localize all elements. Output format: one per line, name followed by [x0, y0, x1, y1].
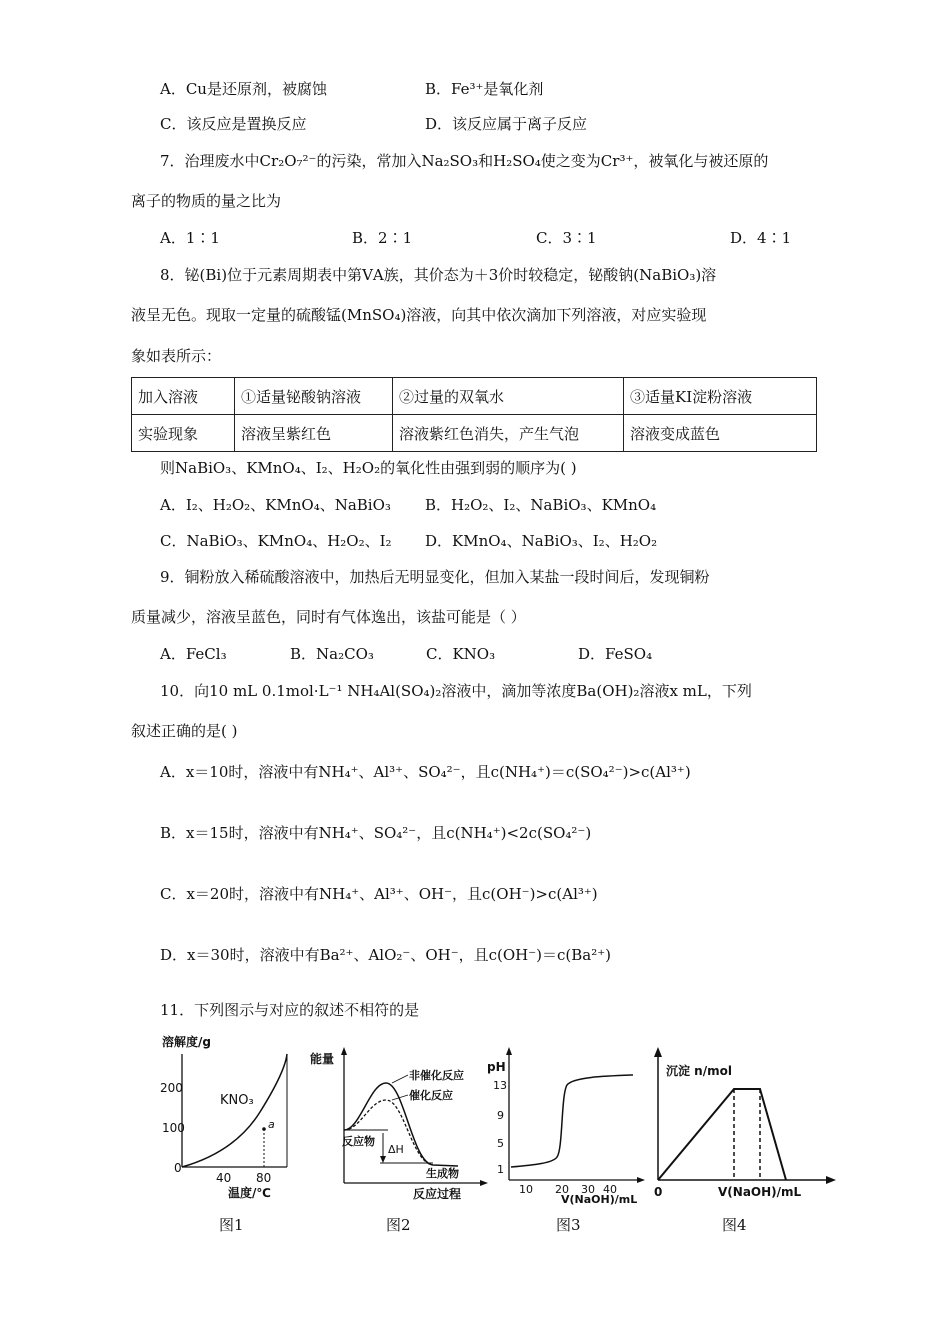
q8-option-d: D．KMnO₄、NaBiO₃、I₂、H₂O₂	[425, 532, 658, 550]
fig4-x-arrow	[826, 1176, 836, 1184]
table-cell: ③适量KI淀粉溶液	[624, 378, 817, 415]
fig3-ytick: 5	[497, 1137, 504, 1150]
fig1-ytick: 0	[174, 1161, 182, 1175]
fig1-curve-label: KNO₃	[220, 1093, 254, 1108]
table-cell: 溶液呈紫红色	[235, 415, 393, 452]
figure-3-titration	[485, 1045, 645, 1205]
fig1-ytick: 100	[162, 1121, 185, 1135]
fig4-precipitate-line	[658, 1089, 786, 1180]
q9-option-d: D．FeSO₄	[578, 645, 653, 663]
q10-option-d: D．x＝30时，溶液中有Ba²⁺、AlO₂⁻、OH⁻，且c(OH⁻)＝c(Ba²⁺)	[160, 946, 612, 964]
table-cell: ②过量的双氧水	[393, 378, 624, 415]
figure-3-caption: 图3	[556, 1216, 581, 1234]
fig2-cat-label: 催化反应	[409, 1089, 453, 1102]
table-cell: 溶液紫红色消失，产生气泡	[393, 415, 624, 452]
fig3-ph-curve	[511, 1075, 633, 1167]
fig3-xtick: 40	[603, 1183, 617, 1196]
figure-4-precipitate	[648, 1045, 838, 1205]
q8-stem-line3: 象如表所示：	[131, 347, 222, 365]
fig3-ytick: 9	[497, 1109, 504, 1122]
fig1-xlabel: 温度/℃	[228, 1186, 271, 1200]
fig3-ylabel: pH	[487, 1060, 506, 1074]
q7-stem-line1: 7．治理废水中Cr₂O₇²⁻的污染，常加入Na₂SO₃和H₂SO₄使之变为Cr³⁺，被氧化与被还原的	[160, 152, 769, 170]
fig1-xtick: 40	[216, 1171, 232, 1185]
fig2-dh-arrowhead	[380, 1156, 386, 1163]
q10-stem-line2: 叙述正确的是( )	[131, 722, 238, 740]
figure-1-caption: 图1	[219, 1216, 244, 1234]
table-cell: 溶液变成蓝色	[624, 415, 817, 452]
fig1-xtick: 80	[256, 1171, 272, 1185]
figure-4-caption: 图4	[722, 1216, 747, 1234]
q8-option-c: C．NaBiO₃、KMnO₄、H₂O₂、I₂	[160, 532, 392, 550]
table-cell: ①适量铋酸钠溶液	[235, 378, 393, 415]
fig2-product-label: 生成物	[426, 1167, 459, 1180]
fig2-y-arrow	[341, 1047, 347, 1055]
q8-stem-line2: 液呈无色。现取一定量的硫酸锰(MnSO₄)溶液，向其中依次滴加下列溶液，对应实验现	[131, 306, 707, 324]
table-row	[132, 378, 817, 415]
q9-stem-line1: 9．铜粉放入稀硫酸溶液中，加热后无明显变化，但加入某盐一段时间后，发现铜粉	[160, 568, 710, 586]
fig1-ytick: 200	[160, 1081, 183, 1095]
fig4-ylabel: 沉淀 n/mol	[666, 1064, 732, 1078]
q6-option-d: D．该反应属于离子反应	[425, 115, 588, 133]
fig3-ytick: 1	[497, 1163, 504, 1176]
q6-option-b: B．Fe³⁺是氧化剂	[425, 80, 544, 98]
q7-option-d: D．4∶1	[730, 229, 792, 247]
q7-option-a: A．1∶1	[160, 229, 220, 247]
q8-question: 则NaBiO₃、KMnO₄、I₂、H₂O₂的氧化性由强到弱的顺序为( )	[160, 459, 577, 477]
fig2-uncat-label: 非催化反应	[409, 1069, 464, 1082]
figure-2-energy	[308, 1045, 488, 1205]
fig1-ylabel: 溶解度/g	[162, 1035, 211, 1049]
fig4-origin: 0	[654, 1185, 663, 1199]
fig3-y-arrow	[506, 1047, 512, 1055]
table-row	[132, 415, 817, 452]
q11-stem: 11．下列图示与对应的叙述不相符的是	[160, 1001, 420, 1019]
table-cell: 实验现象	[132, 415, 235, 452]
q9-option-c: C．KNO₃	[426, 645, 496, 663]
fig3-xtick: 10	[519, 1183, 533, 1196]
q6-option-a: A．Cu是还原剂，被腐蚀	[160, 80, 327, 98]
figure-2-caption: 图2	[386, 1216, 411, 1234]
q10-stem-line1: 10．向10 mL 0.1mol·L⁻¹ NH₄Al(SO₄)₂溶液中，滴加等浓度Ba(OH)₂溶液x mL，下列	[160, 682, 752, 700]
q6-option-c: C．该反应是置换反应	[160, 115, 307, 133]
figure-1-solubility	[160, 1032, 295, 1202]
experiment-table	[131, 377, 817, 452]
fig2-xlabel: 反应过程	[413, 1187, 462, 1201]
fig1-kno3-curve	[182, 1054, 287, 1167]
q9-option-a: A．FeCl₃	[160, 645, 227, 663]
q8-option-b: B．H₂O₂、I₂、NaBiO₃、KMnO₄	[425, 496, 657, 514]
fig1-point-label: a	[268, 1118, 275, 1131]
q9-stem-line2: 质量减少，溶液呈蓝色，同时有气体逸出，该盐可能是（ ）	[131, 608, 526, 626]
q10-option-b: B．x＝15时，溶液中有NH₄⁺、SO₄²⁻，且c(NH₄⁺)<2c(SO₄²⁻)	[160, 824, 592, 842]
q9-option-b: B．Na₂CO₃	[290, 645, 374, 663]
fig4-y-arrow	[654, 1047, 662, 1057]
q10-option-a: A．x＝10时，溶液中有NH₄⁺、Al³⁺、SO₄²⁻，且c(NH₄⁺)＝c(SO₄²⁻)>c(Al³⁺)	[160, 763, 691, 781]
q7-stem-line2: 离子的物质的量之比为	[131, 192, 282, 210]
table-cell: 加入溶液	[132, 378, 235, 415]
fig3-xlabel: V(NaOH)/mL	[561, 1193, 638, 1205]
fig3-x-arrow	[637, 1177, 645, 1183]
fig3-xtick: 20	[555, 1183, 569, 1196]
q7-option-c: C．3∶1	[536, 229, 597, 247]
fig2-reactant-label: 反应物	[342, 1135, 375, 1148]
fig2-dh-label: ΔH	[388, 1143, 404, 1156]
fig4-xlabel: V(NaOH)/mL	[718, 1185, 802, 1199]
fig3-xtick: 30	[581, 1183, 595, 1196]
fig3-ytick: 13	[493, 1079, 507, 1092]
fig2-leader	[392, 1075, 408, 1083]
q10-option-c: C．x＝20时，溶液中有NH₄⁺、Al³⁺、OH⁻，且c(OH⁻)>c(Al³⁺)	[160, 885, 598, 903]
q8-option-a: A．I₂、H₂O₂、KMnO₄、NaBiO₃	[160, 496, 391, 514]
q7-option-b: B．2∶1	[352, 229, 413, 247]
fig2-ylabel: 能量	[310, 1052, 335, 1066]
q8-stem-line1: 8．铋(Bi)位于元素周期表中第ⅤA族，其价态为＋3价时较稳定，铋酸钠(NaBiO₃)溶	[160, 266, 717, 284]
